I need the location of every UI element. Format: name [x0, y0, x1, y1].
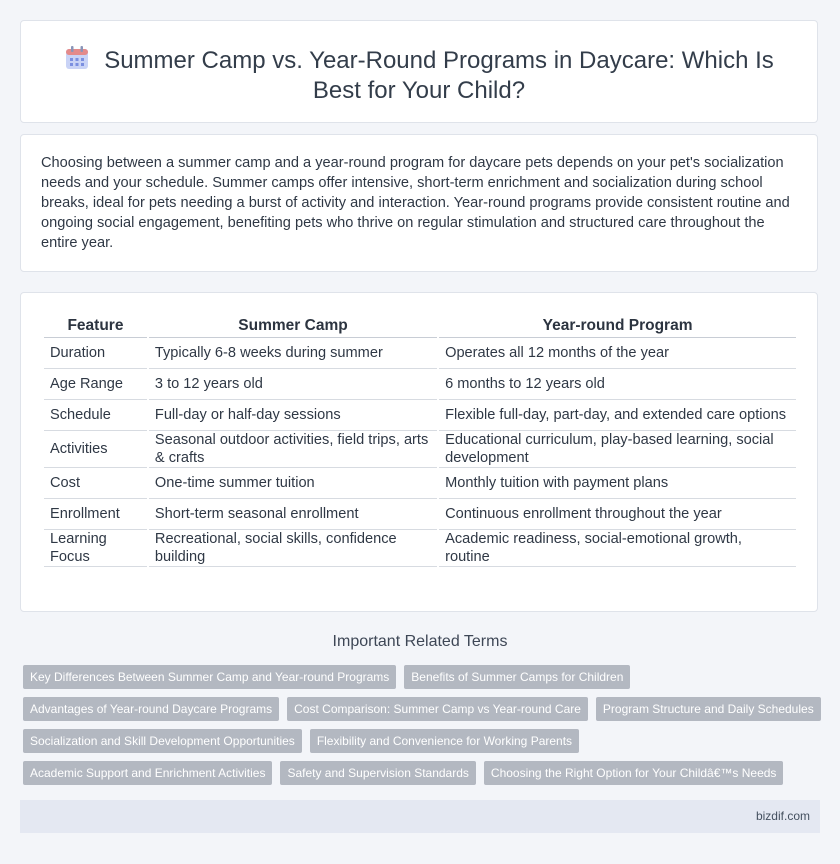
row-year-round: Academic readiness, social-emotional growth, routine: [439, 530, 796, 567]
related-term-tag[interactable]: Academic Support and Enrichment Activities: [23, 761, 272, 785]
row-summer-camp: Recreational, social skills, confidence building: [149, 530, 437, 567]
row-year-round: Educational curriculum, play-based learning, social development: [439, 431, 796, 468]
related-term-tag[interactable]: Key Differences Between Summer Camp and Year-round Programs: [23, 665, 396, 689]
intro-paragraph: Choosing between a summer camp and a year-round program for daycare pets depends on your pet's socialization needs and your schedule. Summer camps offer intensive, short-term enrichment and socialization during school breaks, ideal for pets needing a burst of activity and interaction. Year-round programs provide consistent routine and ongoing social engagement, benefiting pets who thrive on regular stimulation and structured care throughout the entire year.: [41, 155, 790, 251]
related-term-tag[interactable]: Cost Comparison: Summer Camp vs Year-round Care: [287, 697, 588, 721]
row-feature: Schedule: [44, 400, 147, 431]
header-feature: Feature: [44, 315, 147, 338]
table-row: [44, 369, 796, 400]
related-term-tag[interactable]: Benefits of Summer Camps for Children: [404, 665, 630, 689]
intro-card: [20, 134, 818, 272]
related-term-tag[interactable]: Choosing the Right Option for Your Childâ€™s Needs: [484, 761, 784, 785]
related-terms-list: [23, 665, 823, 793]
related-term-tag[interactable]: Advantages of Year-round Daycare Programs: [23, 697, 279, 721]
row-summer-camp: 3 to 12 years old: [149, 369, 437, 400]
comparison-card: [20, 292, 818, 612]
related-terms-heading: Important Related Terms: [332, 633, 508, 650]
row-summer-camp: One-time summer tuition: [149, 468, 437, 499]
table-row: [44, 338, 796, 369]
related-term-tag[interactable]: Flexibility and Convenience for Working Parents: [310, 729, 579, 753]
table-row: [44, 431, 796, 468]
row-year-round: Operates all 12 months of the year: [439, 338, 796, 369]
footer-bar: [20, 800, 820, 833]
row-summer-camp: Seasonal outdoor activities, field trips, arts & crafts: [149, 431, 437, 468]
related-term-tag[interactable]: Program Structure and Daily Schedules: [596, 697, 821, 721]
row-year-round: Monthly tuition with payment plans: [439, 468, 796, 499]
row-feature: Activities: [44, 431, 147, 468]
row-feature: Cost: [44, 468, 147, 499]
row-summer-camp: Full-day or half-day sessions: [149, 400, 437, 431]
row-summer-camp: Short-term seasonal enrollment: [149, 499, 437, 530]
header-year-round: Year-round Program: [439, 315, 796, 338]
table-row: [44, 530, 796, 567]
row-year-round: Flexible full-day, part-day, and extended care options: [439, 400, 796, 431]
table-row: [44, 468, 796, 499]
related-term-tag[interactable]: Safety and Supervision Standards: [280, 761, 475, 785]
title-card: [20, 20, 818, 123]
table-row: [44, 499, 796, 530]
table-header-row: [44, 315, 796, 338]
row-feature: Learning Focus: [44, 530, 147, 567]
comparison-table: [42, 315, 798, 567]
row-summer-camp: Typically 6-8 weeks during summer: [149, 338, 437, 369]
row-feature: Age Range: [44, 369, 147, 400]
table-row: [44, 400, 796, 431]
row-feature: Duration: [44, 338, 147, 369]
row-year-round: 6 months to 12 years old: [439, 369, 796, 400]
row-year-round: Continuous enrollment throughout the year: [439, 499, 796, 530]
header-summer-camp: Summer Camp: [149, 315, 437, 338]
related-term-tag[interactable]: Socialization and Skill Development Opportunities: [23, 729, 302, 753]
site-link[interactable]: bizdif.com: [755, 809, 810, 823]
calendar-icon: [64, 45, 90, 71]
row-feature: Enrollment: [44, 499, 147, 530]
page-title: Summer Camp vs. Year-Round Programs in Daycare: Which Is Best for Your Child?: [104, 47, 774, 104]
